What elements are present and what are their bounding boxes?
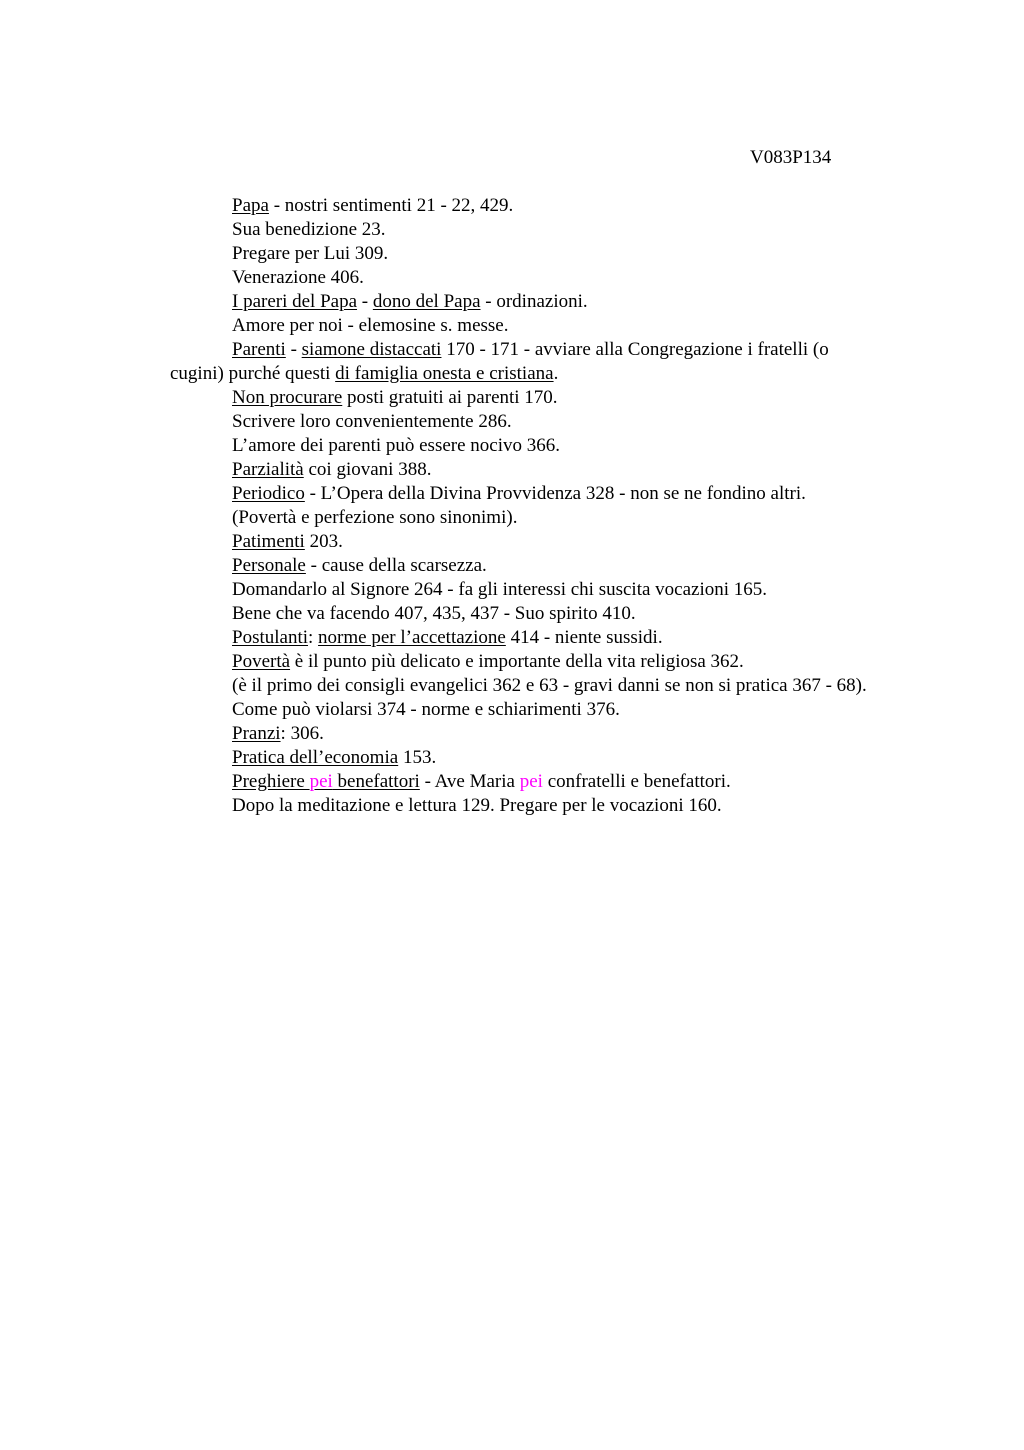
entry-text: posti gratuiti ai parenti 170. xyxy=(342,387,558,408)
entry-text: 170 - 171 - avviare alla Congregazione i fratelli (o xyxy=(441,339,829,360)
entry-line xyxy=(0,386,1024,410)
term-parzialita: Parzialità xyxy=(232,459,304,480)
page-id: V083P134 xyxy=(750,147,832,168)
term-postulanti: Postulanti xyxy=(232,627,309,648)
entry-text: - L’Opera della Divina Provvidenza 328 - non se ne fondino altri. xyxy=(304,483,806,504)
entry-periodico xyxy=(0,482,1024,506)
entry-text: è il punto più delicato e importante della vita religiosa 362. xyxy=(290,651,744,672)
highlighted-word: pei xyxy=(309,771,333,792)
entry-line xyxy=(0,602,1024,626)
entry-text: : 306. xyxy=(280,723,324,744)
entry-text: (Povertà e perfezione sono sinonimi). xyxy=(232,507,518,528)
term-norme: norme per l’accettazione xyxy=(318,627,506,648)
entry-line xyxy=(0,698,1024,722)
entry-line xyxy=(0,314,1024,338)
entry-text: (è il primo dei consigli evangelici 362 e 63 - gravi danni se non si pratica 367 - 68). xyxy=(232,675,867,696)
entry-line xyxy=(0,674,1024,698)
entry-papa xyxy=(0,194,1024,218)
entry-text: - cause della scarsezza. xyxy=(305,555,487,576)
term-poverta: Povertà xyxy=(232,651,291,672)
entry-parzialita xyxy=(0,458,1024,482)
term-papa: Papa xyxy=(232,195,269,216)
entry-text: L’amore dei parenti può essere nocivo 366. xyxy=(232,435,561,456)
entry-text: - ordinazioni. xyxy=(480,291,588,312)
entry-line xyxy=(0,218,1024,242)
highlighted-word: pei xyxy=(519,771,543,792)
entry-text: Domandarlo al Signore 264 - fa gli interessi chi suscita vocazioni 165. xyxy=(232,579,768,600)
term-distaccati: siamone distaccati xyxy=(301,339,442,360)
index-entries xyxy=(0,194,1024,818)
entry-text: 203. xyxy=(304,531,343,552)
term-text: benefattori xyxy=(332,771,420,792)
entry-preghiere xyxy=(0,770,1024,794)
entry-text: confratelli e benefattori. xyxy=(542,771,731,792)
term-periodico: Periodico xyxy=(232,483,305,504)
entry-text: coi giovani 388. xyxy=(303,459,432,480)
entry-line xyxy=(0,578,1024,602)
entry-patimenti xyxy=(0,530,1024,554)
entry-line xyxy=(0,794,1024,818)
term-pranzi: Pranzi xyxy=(232,723,281,744)
term-dono: dono del Papa xyxy=(372,291,481,312)
term-preghiere xyxy=(232,771,420,792)
entry-parenti xyxy=(0,338,1024,362)
entry-text: Come può violarsi 374 - norme e schiarimenti 376. xyxy=(232,699,620,720)
term-personale: Personale xyxy=(232,555,306,576)
entry-pratica xyxy=(0,746,1024,770)
entry-pranzi xyxy=(0,722,1024,746)
term-pareri: I pareri del Papa xyxy=(232,291,358,312)
entry-text: - xyxy=(357,291,373,312)
entry-text: 414 - niente sussidi. xyxy=(505,627,663,648)
term-pratica: Pratica dell’economia xyxy=(232,747,399,768)
term-parenti: Parenti xyxy=(232,339,286,360)
entry-line xyxy=(0,506,1024,530)
entry-text: - xyxy=(285,339,302,360)
entry-text: Scrivere loro convenientemente 286. xyxy=(232,411,512,432)
entry-text: . xyxy=(553,363,559,384)
term-famiglia: di famiglia onesta e cristiana xyxy=(335,363,554,384)
entry-text: Venerazione 406. xyxy=(232,267,364,288)
entry-personale xyxy=(0,554,1024,578)
entry-line xyxy=(0,266,1024,290)
entry-text: - Ave Maria xyxy=(419,771,520,792)
entry-text: - nostri sentimenti 21 - 22, 429. xyxy=(268,195,514,216)
entry-text: Pregare per Lui 309. xyxy=(232,243,389,264)
entry-line xyxy=(0,242,1024,266)
entry-poverta xyxy=(0,650,1024,674)
entry-line xyxy=(0,410,1024,434)
entry-text: Dopo la meditazione e lettura 129. Pregare per le vocazioni 160. xyxy=(232,795,722,816)
entry-text: cugini) purché questi xyxy=(170,363,336,384)
entry-continuation xyxy=(0,362,1024,386)
entry-text: Sua benedizione 23. xyxy=(232,219,386,240)
entry-text: 153. xyxy=(398,747,437,768)
entry-postulanti xyxy=(0,626,1024,650)
entry-text: : xyxy=(308,627,319,648)
entry-text: Bene che va facendo 407, 435, 437 - Suo spirito 410. xyxy=(232,603,636,624)
term-patimenti: Patimenti xyxy=(232,531,305,552)
entry-line xyxy=(0,290,1024,314)
entry-line xyxy=(0,434,1024,458)
term-text: Preghiere xyxy=(232,771,310,792)
entry-text: Amore per noi - elemosine s. messe. xyxy=(232,315,509,336)
term-non-procurare: Non procurare xyxy=(232,387,343,408)
